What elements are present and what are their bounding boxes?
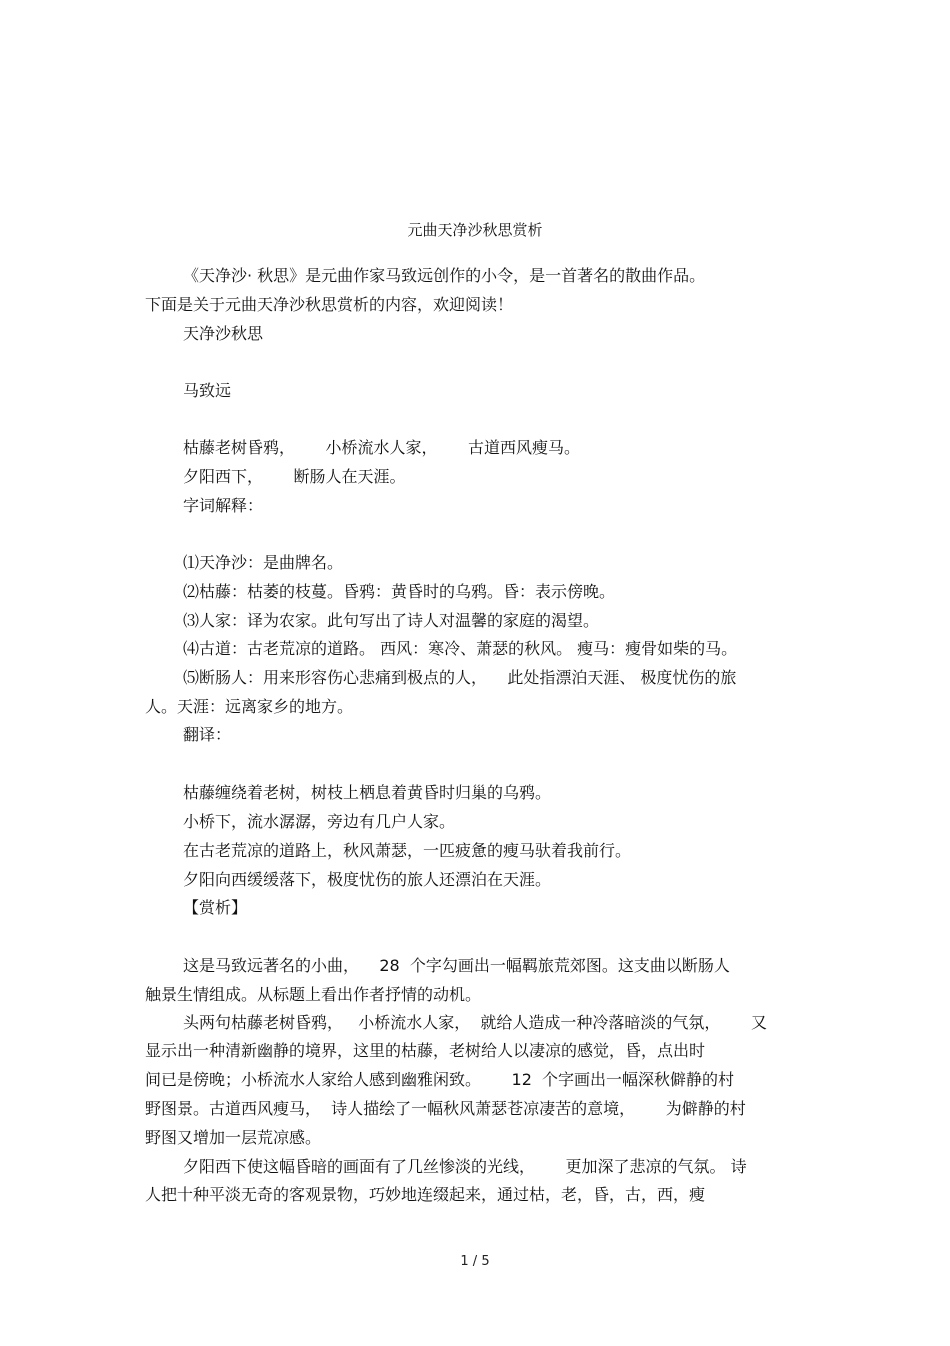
page-number: 1 / 5 xyxy=(460,1254,490,1269)
analysis-line: 头两句枯藤老树昏鸦， 小桥流水人家， 就给人造成一种冷落暗淡的气氛， 又 xyxy=(183,1013,767,1032)
intro-line: 《天净沙· 秋思》是元曲作家马致远创作的小令，是一首著名的散曲作品。 xyxy=(183,266,706,285)
note-line: ⑷古道：古老荒凉的道路。 西风：寒冷、萧瑟的秋风。 瘦马：瘦骨如柴的马。 xyxy=(183,639,738,658)
analysis-line: 野图又增加一层荒凉感。 xyxy=(145,1128,322,1147)
notes-heading: 字词解释： xyxy=(183,496,264,515)
document-title: 元曲天净沙秋思赏析 xyxy=(407,221,543,239)
analysis-line: 触景生情组成。从标题上看出作者抒情的动机。 xyxy=(145,985,482,1004)
analysis-line: 间已是傍晚；小桥流水人家给人感到幽雅闲致。 12 个字画出一幅深秋僻静的村 xyxy=(145,1070,735,1089)
translation-line: 夕阳向西缓缓落下，极度忧伤的旅人还漂泊在天涯。 xyxy=(183,870,552,889)
poem-line: 枯藤老树昏鸦， 小桥流水人家， 古道西风瘦马。 xyxy=(183,438,581,457)
translation-line: 小桥下，流水潺潺，旁边有几户人家。 xyxy=(183,812,456,831)
translation-line: 在古老荒凉的道路上，秋风萧瑟，一匹疲惫的瘦马驮着我前行。 xyxy=(183,841,632,860)
translation-heading: 翻译： xyxy=(183,725,232,744)
poem-author: 马致远 xyxy=(183,381,232,400)
analysis-line: 野图景。古道西风瘦马， 诗人描绘了一幅秋风萧瑟苍凉凄苦的意境， 为僻静的村 xyxy=(145,1099,746,1118)
note-line: 人。天涯：远离家乡的地方。 xyxy=(145,697,354,716)
note-line: ⑶人家：译为农家。此句写出了诗人对温馨的家庭的渴望。 xyxy=(183,611,600,630)
poem-line: 夕阳西下， 断肠人在天涯。 xyxy=(183,467,406,486)
analysis-line: 人把十种平淡无奇的客观景物，巧妙地连缀起来，通过枯，老，昏，古，西，瘦 xyxy=(145,1185,706,1204)
translation-line: 枯藤缠绕着老树，树枝上栖息着黄昏时归巢的乌鸦。 xyxy=(183,783,552,802)
analysis-heading: 【赏析】 xyxy=(183,898,248,917)
note-line: ⑵枯藤：枯萎的枝蔓。昏鸦：黄昏时的乌鸦。昏：表示傍晚。 xyxy=(183,582,616,601)
poem-title: 天净沙秋思 xyxy=(183,324,264,343)
analysis-line: 显示出一种清新幽静的境界，这里的枯藤，老树给人以凄凉的感觉，昏，点出时 xyxy=(145,1041,706,1060)
note-line: ⑸断肠人：用来形容伤心悲痛到极点的人， 此处指漂泊天涯、 极度忧伤的旅 xyxy=(183,668,737,687)
intro-line: 下面是关于元曲天净沙秋思赏析的内容，欢迎阅读！ xyxy=(145,295,514,314)
analysis-line: 夕阳西下使这幅昏暗的画面有了几丝惨淡的光线， 更加深了悲凉的气氛。 诗 xyxy=(183,1157,747,1176)
analysis-line: 这是马致远著名的小曲， 28 个字勾画出一幅羁旅荒郊图。这支曲以断肠人 xyxy=(183,956,730,975)
note-line: ⑴天净沙：是曲牌名。 xyxy=(183,553,344,572)
